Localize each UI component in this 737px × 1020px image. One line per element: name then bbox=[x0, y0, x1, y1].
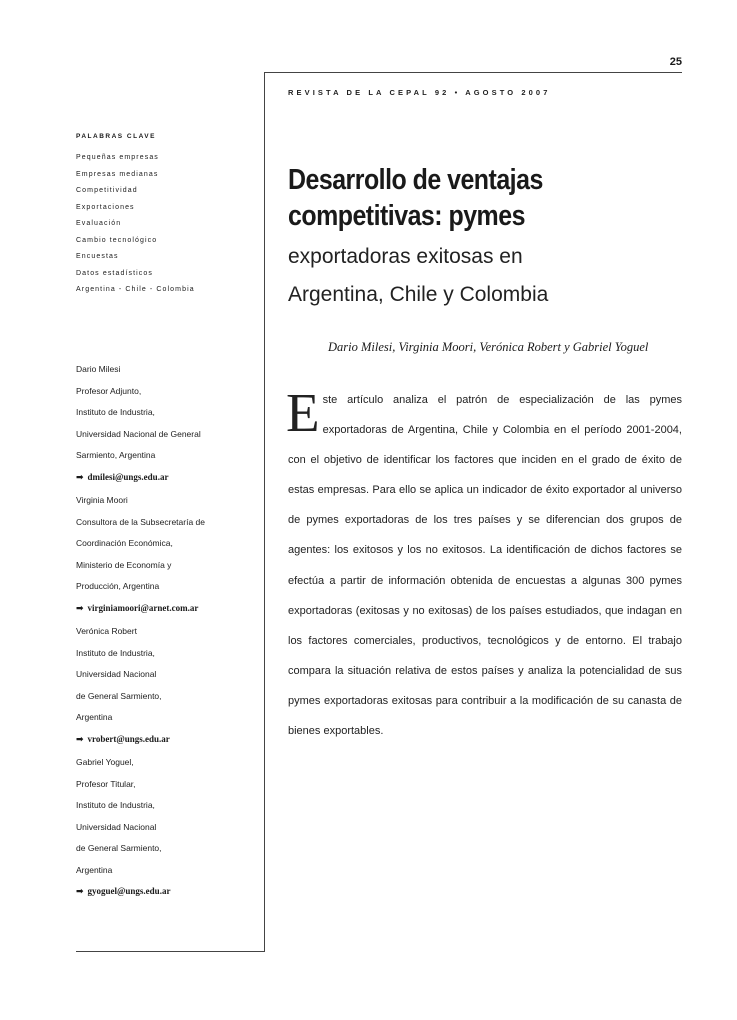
bio-line: Ministerio de Economía y bbox=[76, 559, 172, 570]
bio-line: de General Sarmiento, bbox=[76, 690, 162, 701]
title-line-2: competitivas: pymes bbox=[288, 200, 525, 232]
email-link[interactable]: vrobert@ungs.edu.ar bbox=[87, 733, 170, 744]
bio-yoguel bbox=[76, 755, 261, 906]
keywords-heading: PALABRAS CLAVE bbox=[76, 133, 156, 140]
frame-top-rule bbox=[264, 72, 682, 73]
bio-line: Argentina bbox=[76, 712, 113, 722]
author-bios bbox=[76, 362, 261, 908]
article-subtitle bbox=[288, 238, 548, 314]
arrow-right-icon: ➡ bbox=[76, 887, 84, 897]
article-title bbox=[288, 162, 543, 234]
authors-line: Dario Milesi, Virginia Moori, Verónica Robert y Gabriel Yoguel bbox=[328, 340, 649, 354]
arrow-right-icon: ➡ bbox=[76, 603, 84, 614]
bio-line: Instituto de Industria, bbox=[76, 407, 155, 417]
bio-line: Universidad Nacional bbox=[76, 821, 157, 832]
bio-line: Producción, Argentina bbox=[76, 581, 160, 591]
keyword-item: Cambio tecnológico bbox=[76, 236, 158, 244]
bio-line: Universidad Nacional bbox=[76, 669, 157, 679]
email-link[interactable]: dmilesi@ungs.edu.ar bbox=[87, 471, 169, 482]
keyword-item: Empresas medianas bbox=[76, 170, 159, 178]
bio-robert bbox=[76, 624, 261, 753]
keywords-list bbox=[76, 153, 195, 302]
bio-line: Gabriel Yoguel, bbox=[76, 757, 134, 767]
bio-line: Consultora de la Subsecretaría de bbox=[76, 516, 205, 527]
keyword-item: Datos estadísticos bbox=[76, 269, 153, 277]
frame-bottom-rule bbox=[76, 951, 265, 952]
bio-line: Coordinación Económica, bbox=[76, 538, 173, 548]
bio-line: Dario Milesi bbox=[76, 364, 121, 374]
keyword-item: Competitividad bbox=[76, 187, 138, 194]
bio-line: Sarmiento, Argentina bbox=[76, 450, 156, 460]
keyword-item: Evaluación bbox=[76, 220, 122, 227]
bio-line: Virginia Moori bbox=[76, 495, 128, 505]
bio-line: de General Sarmiento, bbox=[76, 843, 162, 853]
email-link[interactable]: gyoguel@ungs.edu.ar bbox=[87, 886, 171, 896]
abstract bbox=[286, 382, 682, 746]
journal-header: REVISTA DE LA CEPAL 92 • AGOSTO 2007 bbox=[288, 88, 551, 97]
bio-milesi bbox=[76, 362, 261, 491]
keyword-item: Exportaciones bbox=[76, 203, 135, 211]
keyword-item: Encuestas bbox=[76, 253, 119, 260]
bio-line: Instituto de Industria, bbox=[76, 800, 155, 810]
subtitle-line-2: Argentina, Chile y Colombia bbox=[288, 283, 549, 306]
keyword-item: Argentina - Chile - Colombia bbox=[76, 286, 195, 293]
bio-line: Instituto de Industria, bbox=[76, 647, 155, 658]
page-number: 25 bbox=[669, 56, 682, 68]
title-line-1: Desarrollo de ventajas bbox=[288, 164, 543, 196]
bio-line: Profesor Adjunto, bbox=[76, 385, 142, 396]
email-line bbox=[76, 884, 261, 906]
arrow-right-icon: ➡ bbox=[76, 734, 84, 745]
email-line bbox=[76, 601, 261, 623]
email-line bbox=[76, 470, 261, 492]
bio-line: Argentina bbox=[76, 864, 113, 875]
frame-left-rule bbox=[264, 72, 265, 952]
email-link[interactable]: virginiamoori@arnet.com.ar bbox=[87, 602, 199, 613]
bio-line: Profesor Titular, bbox=[76, 778, 136, 789]
abstract-text: ste artículo analiza el patrón de especialización de las pymes exportadoras de Argentina, Chile y Colombia en el período 2001-2004, con el objetivo de identificar los factores que inciden en el grado de éxito de estas empresas. Para ello se aplica un indicador de éxito exportador al universo de pymes exportadoras de los tres países y se diferencian dos grupos de agentes: los exitosos y los no exitosos. La identificación de dichos factores se efectúa a partir de información obtenida de encuestas a algunas 300 pymes exportadoras (exitosas y no exitosas) de los países estudiados, que indagan en los factores comerciales, productivos, tecnológicos y de entorno. El trabajo compara la situación relativa de estos países y analiza la potencialidad de sus pymes exportadoras exitosas para contribuir a la modificación de su canasta de bienes exportables. bbox=[288, 394, 682, 738]
bio-line: Universidad Nacional de General bbox=[76, 428, 201, 439]
arrow-right-icon: ➡ bbox=[76, 472, 84, 483]
keyword-item: Pequeñas empresas bbox=[76, 154, 159, 161]
email-line bbox=[76, 732, 261, 754]
bio-line: Verónica Robert bbox=[76, 626, 137, 636]
subtitle-line-1: exportadoras exitosas en bbox=[288, 245, 523, 268]
drop-cap: E bbox=[286, 382, 320, 443]
bio-moori bbox=[76, 493, 261, 622]
